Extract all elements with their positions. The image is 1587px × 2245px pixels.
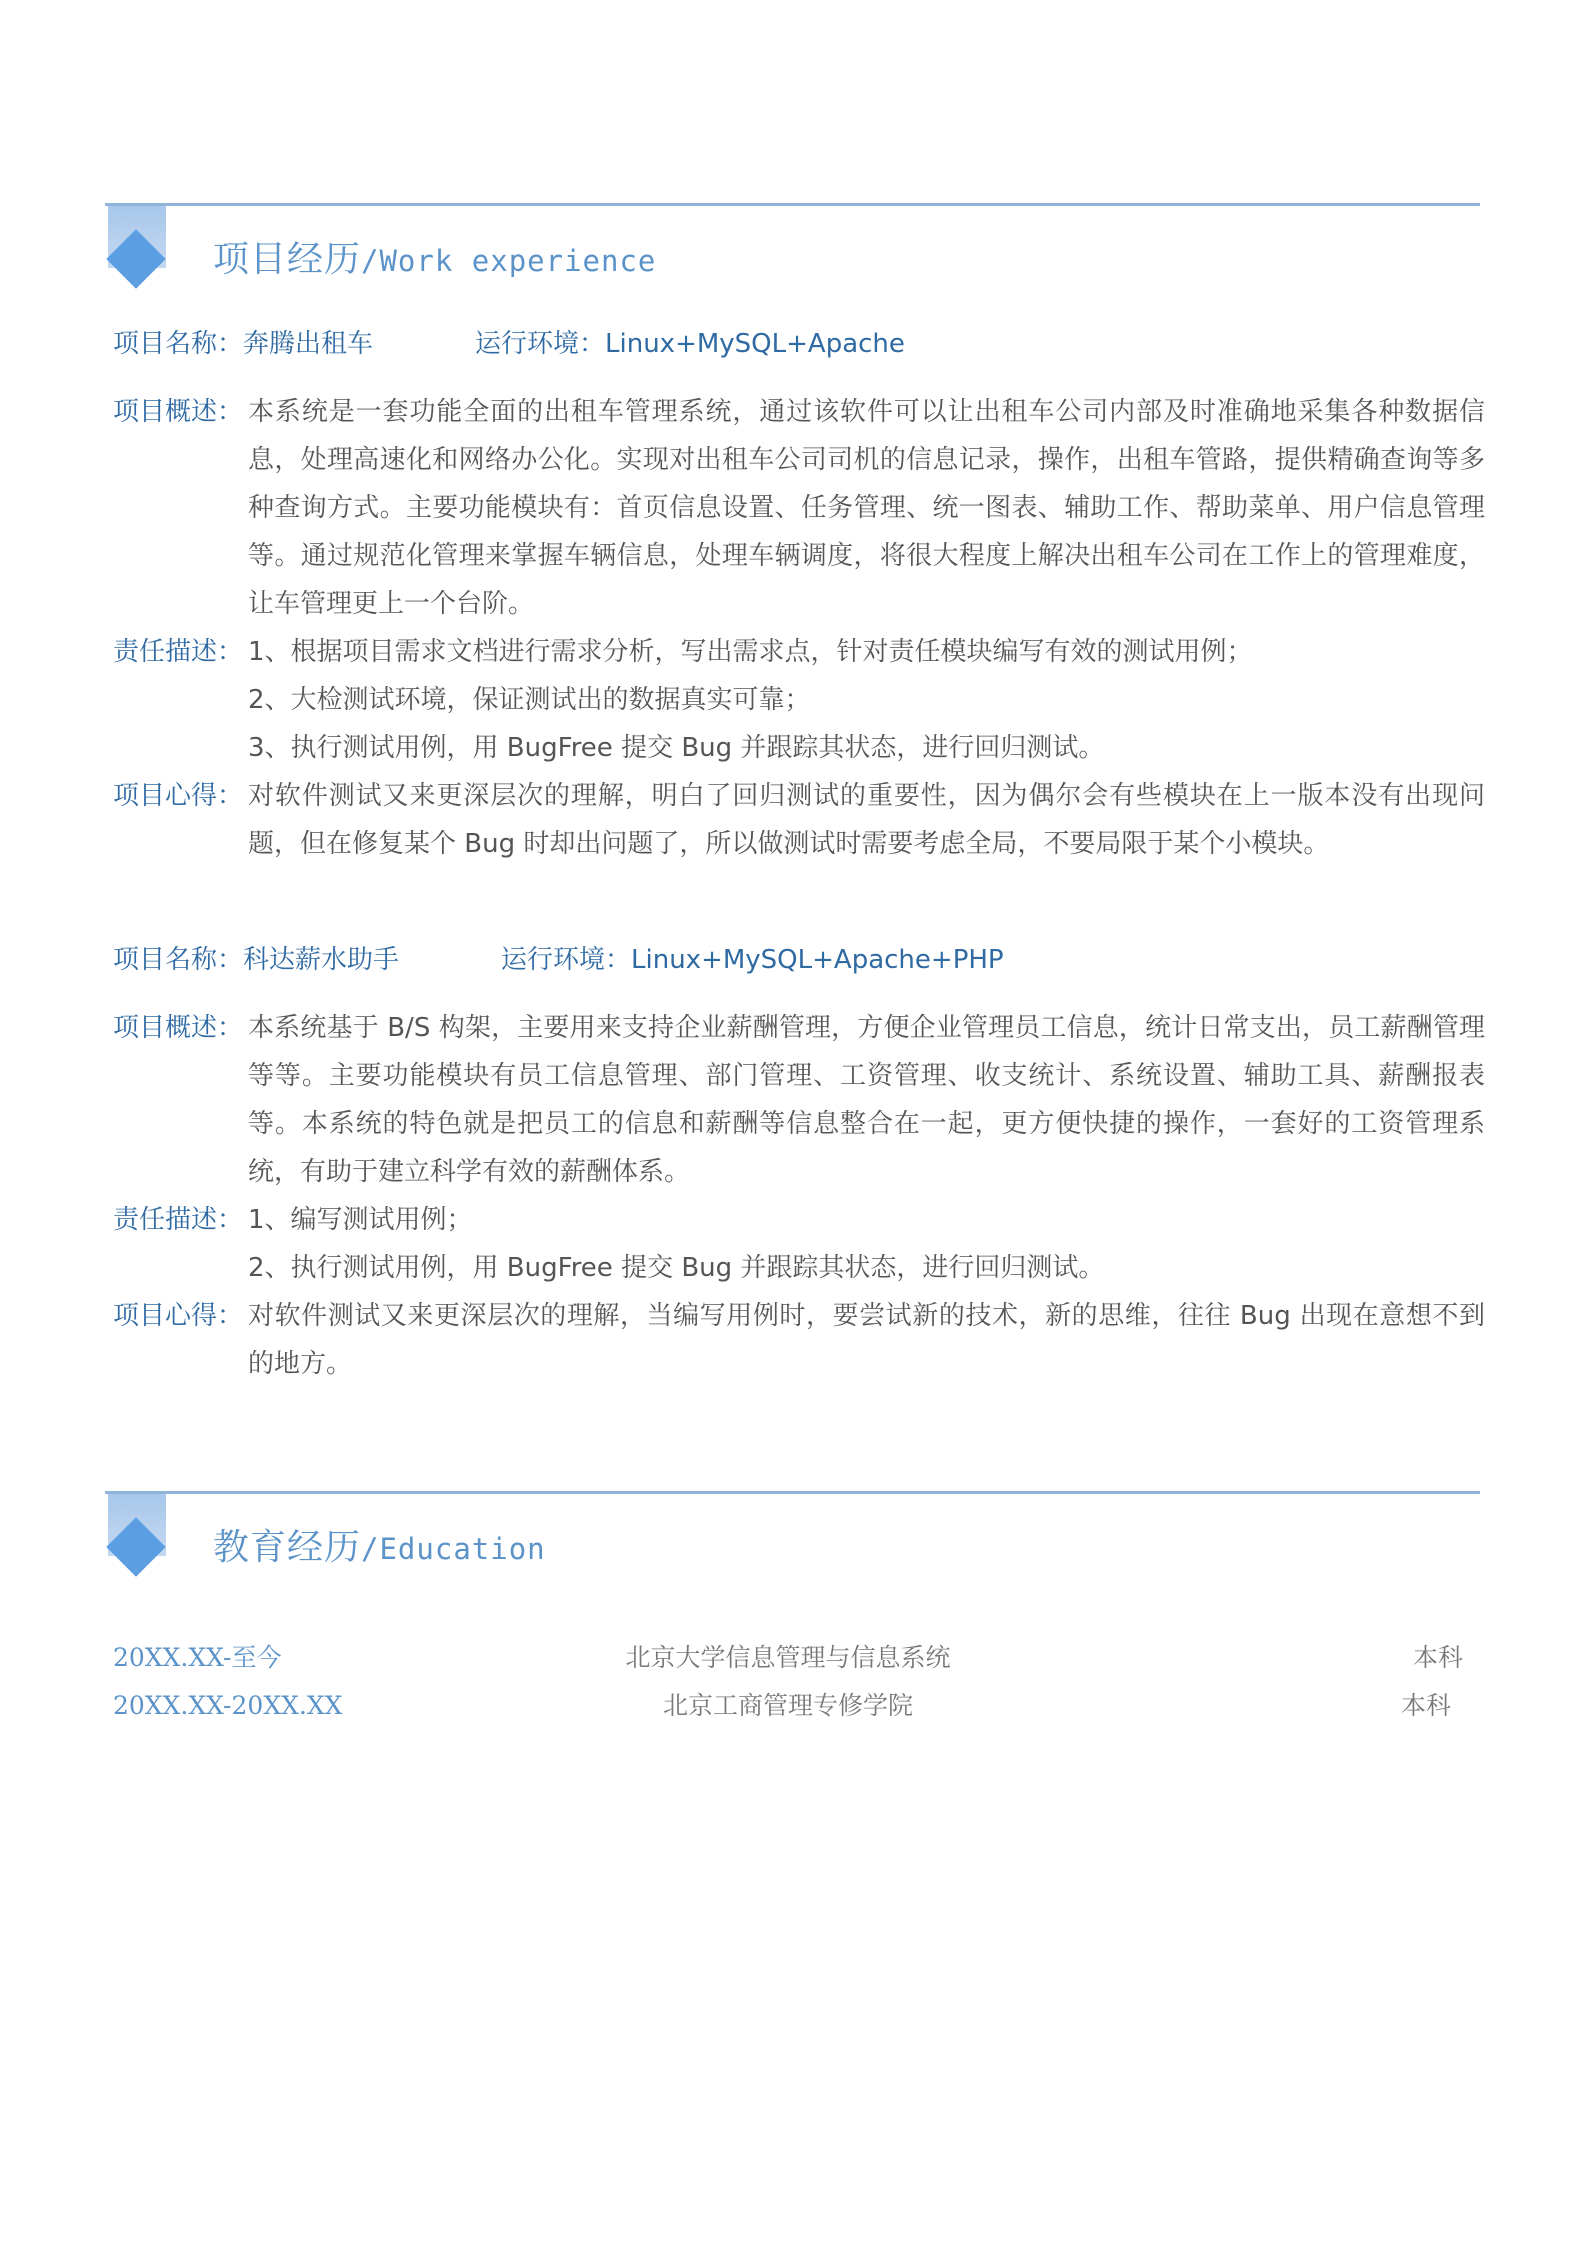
responsibility-description [113, 1196, 1485, 1292]
overview-text: 本系统是一套功能全面的出租车管理系统，通过该软件可以让出租车公司内部及时准确地采集各种数据信息，处理高速化和网络办公化。实现对出租车公司司机的信息记录，操作，出租车管路，提供精确查询等多种查询方式。主要功能模块有：首页信息设置、任务管理、统一图表、辅助工作、帮助菜单、用户信息管理等。通过规范化管理来掌握车辆信息，处理车辆调度，将很大程度上解决出租车公司在工作上的管理难度，让车管理更上一个台阶。 [248, 397, 1485, 619]
section-title-cn: 项目经历 [213, 239, 362, 280]
education-degree: 本科 [1412, 1643, 1463, 1672]
section-title-cn: 教育经历 [213, 1527, 362, 1568]
education-date: 20XX.XX-20XX.XX [113, 1691, 343, 1720]
work-experience-header [105, 203, 1480, 303]
overview-text: 本系统基于 B/S 构架，主要用来支持企业薪酬管理，方便企业管理员工信息，统计日常支出，员工薪酬管理等等。主要功能模块有员工信息管理、部门管理、工资管理、收支统计、系统设置、辅助工具、薪酬报表等。本系统的特色就是把员工的信息和薪酬等信息整合在一起，更方便快捷的操作，一套好的工资管理系统，有助于建立科学有效的薪酬体系。 [248, 1013, 1485, 1187]
education-school: 北京大学信息管理与信息系统 [625, 1643, 951, 1672]
insight-label: 项目心得： [113, 781, 244, 811]
insight-text: 对软件测试又来更深层次的理解，明白了回归测试的重要性，因为偶尔会有些模块在上一版本没有出现问题，但在修复某个 Bug 时却出问题了，所以做测试时需要考虑全局，不要局限于某个小模块。 [248, 781, 1485, 859]
duty-item: 1、根据项目需求文档进行需求分析，写出需求点，针对责任模块编写有效的测试用例； [248, 637, 1253, 667]
education-header [105, 1491, 1480, 1591]
section-title-en: /Education [361, 1532, 546, 1566]
project-name-row [113, 936, 1485, 984]
project-name-label: 项目名称： [113, 329, 244, 359]
runtime-env-label: 运行环境： [501, 945, 632, 975]
project-name-label: 项目名称： [113, 945, 244, 975]
insight-text: 对软件测试又来更深层次的理解，当编写用例时，要尝试新的技术，新的思维，往往 Bug 出现在意想不到的地方。 [248, 1301, 1485, 1379]
section-title-en: /Work experience [361, 244, 657, 278]
duty-item: 2、大检测试环境，保证测试出的数据真实可靠； [248, 685, 811, 715]
overview-label: 项目概述： [113, 397, 244, 427]
education-degree: 本科 [1400, 1691, 1451, 1720]
duty-item: 1、编写测试用例； [248, 1205, 473, 1235]
project-overview [113, 388, 1485, 628]
duty-list [248, 1196, 1485, 1292]
section-divider [105, 1491, 1480, 1494]
insight-label: 项目心得： [113, 1301, 244, 1331]
education-date: 20XX.XX-至今 [113, 1643, 282, 1672]
section-title-education [213, 1519, 546, 1570]
project-name: 奔腾出租车 [243, 329, 374, 359]
runtime-env [501, 936, 1004, 984]
runtime-env [475, 320, 905, 368]
runtime-env-label: 运行环境： [475, 329, 606, 359]
education-row [113, 1682, 1463, 1730]
runtime-env-value: Linux+MySQL+Apache [605, 329, 905, 359]
education-school: 北京工商管理专修学院 [662, 1691, 913, 1720]
duty-item: 2、执行测试用例，用 BugFree 提交 Bug 并跟踪其状态，进行回归测试。 [248, 1253, 1105, 1283]
duty-label: 责任描述： [113, 637, 244, 667]
project-block-2 [113, 936, 1485, 1388]
project-name: 科达薪水助手 [243, 945, 400, 975]
project-block-1 [113, 320, 1485, 868]
duty-item: 3、执行测试用例，用 BugFree 提交 Bug 并跟踪其状态，进行回归测试。 [248, 733, 1105, 763]
project-overview [113, 1004, 1485, 1196]
project-insight [113, 772, 1485, 868]
project-insight [113, 1292, 1485, 1388]
overview-label: 项目概述： [113, 1013, 244, 1043]
project-name-row [113, 320, 1485, 368]
section-divider [105, 203, 1480, 206]
responsibility-description [113, 628, 1485, 772]
runtime-env-value: Linux+MySQL+Apache+PHP [631, 945, 1004, 975]
duty-label: 责任描述： [113, 1205, 244, 1235]
duty-list [248, 628, 1485, 772]
section-title-work [213, 231, 656, 282]
education-row [113, 1634, 1463, 1682]
